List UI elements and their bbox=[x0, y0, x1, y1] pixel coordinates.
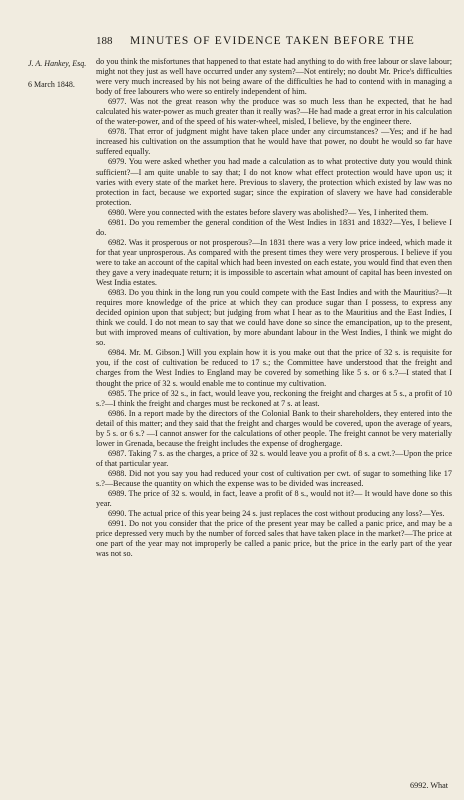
body-text bbox=[96, 57, 452, 559]
witness-sidenote: J. A. Hankey, Esq. bbox=[28, 59, 87, 68]
question-6979: 6979. You were asked whether you had made a calculation as to what protective duty you would think sufficient?—I am quite unable to say that; I do not know what effect protection would have upon us; it varies with every state of the market here. Previous to slavery, the protection which existed by law was no protection in fact, because we exported sugar; since the expiration of slavery we have had considerable protection. bbox=[96, 157, 452, 207]
question-6980: 6980. Were you connected with the estates before slavery was abolished?— Yes, I inherited them. bbox=[108, 207, 429, 217]
question-6981: 6981. Do you remember the general condition of the West Indies in 1831 and 1832?—Yes, I believe I do. bbox=[96, 217, 452, 237]
question-6984: 6984. Mr. M. Gibson.] Will you explain how it is you make out that the price of 32 s. is requisite for you, if the cost of cultivation be reduced to 17 s.; the Committee have understood that the freight and charges from the West Indies to England may be covered by something like 5 s. or 6 s.?—I stated that I thought the price of 32 s. would enable me to continue my cultivation. bbox=[96, 348, 452, 388]
page-number: 188 bbox=[96, 35, 113, 47]
question-6990: 6990. The actual price of this year being 24 s. just replaces the cost without producing any loss?—Yes. bbox=[108, 509, 445, 519]
question-6988: 6988. Did not you say you had reduced your cost of cultivation per cwt. of sugar to something like 17 s.?—Because the quantity on which the expense was to be divided was increased. bbox=[96, 468, 452, 488]
paragraph: do you think the misfortunes that happened to that estate had anything to do with free labour or slave labour; might not they just as well have occurred under any system?—Not entirely; no doubt Mr. Price's difficulties were very much increased by his not being aware of the difficulties he had to contend with in managing a body of free labourers who were so entirely independent of him. bbox=[96, 57, 452, 97]
question-6991: 6991. Do not you consider that the price of the present year may be called a panic price, and may be a price depressed very much by the number of forced sales that have taken place in the market?—The price at one part of the year may not improperly be called a panic price, but the price in the early part of the year was not so. bbox=[96, 519, 452, 559]
question-6985: 6985. The price of 32 s., in fact, would leave you, reckoning the freight and charges at 5 s., a profit of 10 s.?—I think the freight and charges must be reckoned at 7 s. at least. bbox=[96, 388, 452, 408]
question-6989: 6989. The price of 32 s. would, in fact, leave a profit of 8 s., would not it?— It would have done so this year. bbox=[96, 489, 452, 509]
question-6983: 6983. Do you think in the long run you could compete with the East Indies and with the Mauritius?—It requires more knowledge of the price at which they can produce sugar than I possess, to express any decided opinion upon that subject; but judging from what I hear as to the Mauritius and the East Indies, I think we could. I do not mean to say that we could have done so since the emancipation, up to the present, but with improved means of cultivation, by more abundant labour in the West Indies, I think we might do so. bbox=[96, 288, 452, 348]
catchword: 6992. What bbox=[410, 781, 449, 790]
question-6987: 6987. Taking 7 s. as the charges, a price of 32 s. would leave you a profit of 8 s. a cwt.?—Upon the price of that particular year. bbox=[96, 448, 452, 468]
date-sidenote: 6 March 1848. bbox=[28, 80, 75, 89]
question-6977: 6977. Was not the great reason why the produce was so much less than he expected, that he had calculated his water-power as much greater than it really was?—He had made a great error in his calculation of the water-power, and of the speed of his water-wheel, misled, I believe, by the engineer there. bbox=[96, 97, 452, 127]
running-title: MINUTES OF EVIDENCE TAKEN BEFORE THE bbox=[130, 35, 415, 47]
question-6978: 6978. That error of judgment might have taken place under any circumstances? —Yes; and if he had increased his cultivation on the assumption that he would have that power, no doubt he would so far have suffered equally. bbox=[96, 127, 452, 157]
question-6982: 6982. Was it prosperous or not prosperous?—In 1831 there was a very low price indeed, which made it for that year unprosperous. As compared with the present times they were very prosperous. I believe if you were to take an account of the capital which had been invested on each estate, you would find that even then they gave a very inadequate return; it is impossible to ascertain what amount of capital has been invested on West India estates. bbox=[96, 237, 452, 288]
question-6986: 6986. In a report made by the directors of the Colonial Bank to their shareholders, they entered into the detail of this matter; and they said that the freight and charges would be covered, upon the average of years, by 5 s. or 6 s.? —I cannot answer for the calculations of other people. The freight cannot be very materially lower in Grenada, because the freight includes the expense of droghergage. bbox=[96, 408, 452, 448]
page-header bbox=[92, 35, 452, 49]
